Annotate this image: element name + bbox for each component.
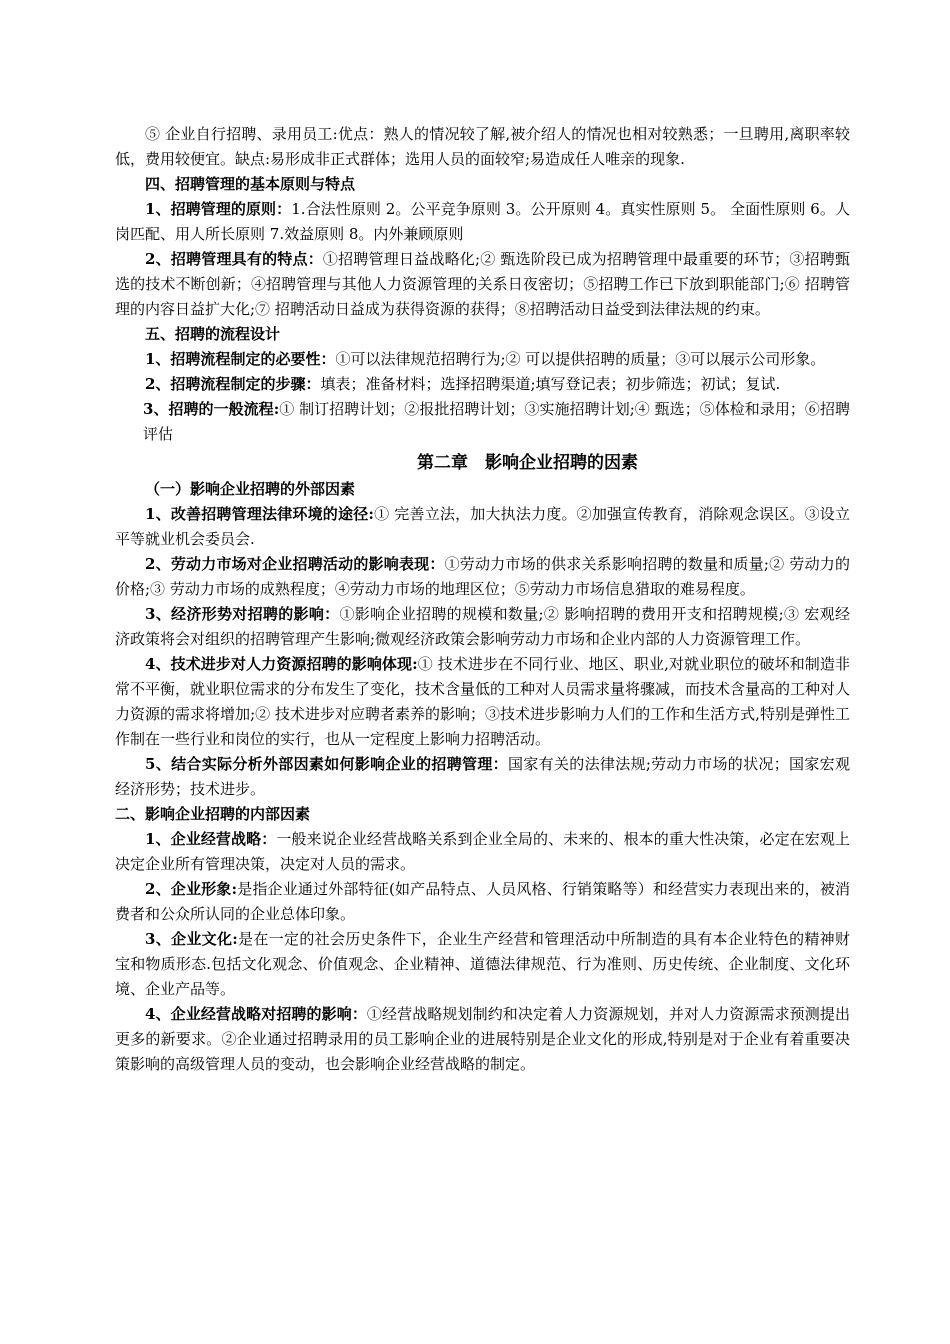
paragraph-lead: 1、招聘管理的原则： [145,200,292,218]
paragraph-lead: 4、技术进步对人力资源招聘的影响体现: [145,655,418,673]
section-title-internal: 二、影响企业招聘的内部因素 [115,805,311,823]
paragraph-text: ①可以法律规范招聘行为;② 可以提供招聘的质量；③可以展示公司形象。 [335,350,826,368]
paragraph-technology [115,652,850,752]
paragraph-text: ①影响企业招聘的规模和数量;② 影响招聘的费用开支和招聘规模;③ 宏观经济政策将会对组织的招聘管理产生影响;微观经济政策会影响劳动力市场和企业内部的人力资源管理工作。 [115,605,850,648]
paragraph-lead: 1、改善招聘管理法律环境的途径: [145,505,374,523]
paragraph-lead: 2、招聘管理具有的特点： [145,250,323,268]
paragraph-culture [115,927,850,1002]
paragraph-text: ⑤ 企业自行招聘、录用员工:优点：熟人的情况较了解,被介绍人的情况也相对较熟悉；一旦聘用,离职率较低，费用较便宜。缺点:易形成非正式群体；选用人员的面较窄;易造成任人唯亲的现象. [115,125,850,168]
section-heading-4 [115,172,850,197]
paragraph-lead: 5、结合实际分析外部因素如何影响企业的招聘管理： [145,755,508,773]
section-heading-5 [115,322,850,347]
paragraph-lead: 2、招聘流程制定的步骤： [145,375,321,393]
paragraph-lead: 4、企业经营战略对招聘的影响： [145,1005,367,1023]
paragraph-text: ①招聘管理日益战略化;② 甄选阶段已成为招聘管理中最重要的环节；③招聘甄选的技术不断创新；④招聘管理与其他人力资源管理的关系日夜密切；⑤招聘工作已下放到职能部门;⑥ 招聘管理的内容日益扩大化;⑦ 招聘活动日益成为获得资源的获得；⑧招聘活动日益受到法律法规的约束。 [115,250,850,318]
paragraph-lead: 2、企业形象: [145,880,238,898]
paragraph-lead: 3、企业文化: [145,930,238,948]
paragraph-principles [115,197,850,247]
paragraph-text: ① 制订招聘计划；②报批招聘计划；③实施招聘计划;④ 甄选；⑤体检和录用；⑥招聘评估 [143,400,850,443]
paragraph-economy [115,602,850,652]
heading-text: 四、招聘管理的基本原则与特点 [145,175,356,193]
paragraph-lead: 1、招聘流程制定的必要性： [145,350,336,368]
paragraph-text: 是在一定的社会历史条件下，企业生产经营和管理活动中所制造的具有本企业特色的精神财宝和物质形态.包括文化观念、价值观念、企业精神、道德法律规范、行为准则、历史传统、企业制度、文化环境、企业产品等。 [115,930,850,998]
paragraph-text: 填表；准备材料；选择招聘渠道;填写登记表；初步筛选；初试；复试. [320,375,781,393]
paragraph-lead: 1、企业经营战略： [145,830,277,848]
paragraph-text: ①劳动力市场的供求关系影响招聘的数量和质量;② 劳动力的价格;③ 劳动力市场的成熟程度；④劳动力市场的地理区位；⑤劳动力市场信息猎取的难易程度。 [115,555,850,598]
paragraph-strategy [115,827,850,877]
paragraph-legal-environment [115,502,850,552]
heading-text: 五、招聘的流程设计 [145,325,281,343]
paragraph-steps [115,372,850,397]
paragraph-lead: 2、劳动力市场对企业招聘活动的影响表现： [145,555,445,573]
paragraph-text: 是指企业通过外部特征(如产品特点、人员风格、行销策略等）和经营实力表现出来的，被消费者和公众所认同的企业总体印象。 [115,880,851,923]
paragraph-labor-market [115,552,850,602]
section-title-external: （一）影响企业招聘的外部因素 [145,480,356,498]
paragraph-features [115,247,850,322]
paragraph-text: ① 完善立法，加大执法力度。②加强宣传教育，消除观念误区。③设立平等就业机会委员会. [115,505,850,548]
paragraph-lead: 3、经济形势对招聘的影响： [145,605,340,623]
paragraph-text: ① 技术进步在不同行业、地区、职业,对就业职位的破坏和制造非常不平衡，就业职位需求的分布发生了变化，技术含量低的工种对人员需求量将骤减，而技术含量高的工种对人力资源的需求将增加;② 技术进步对应聘者素养的影响；③技术进步影响力人们的工作和生活方式,特别是弹性工作制在一些行业和岗位的实行，也从一定程度上影响力招聘活动。 [115,655,851,748]
document-page [115,122,850,1077]
paragraph-text: 国家有关的法律法规;劳动力市场的状况；国家宏观经济形势；技术进步。 [115,755,850,798]
paragraph-text: 1.合法性原则 2。公平竞争原则 3。公开原则 4。真实性原则 5。 全面性原则 6。人岗匹配、用人所长原则 7.效益原则 8。内外兼顾原则 [115,200,850,243]
paragraph-self-recruitment [115,122,850,172]
paragraph-text: 一般来说企业经营战略关系到企业全局的、未来的、根本的重大性决策，必定在宏观上决定企业所有管理决策，决定对人员的需求。 [115,830,850,873]
paragraph-general-process [115,397,850,447]
paragraph-external-analysis [115,752,850,802]
paragraph-strategy-impact [115,1002,850,1077]
paragraph-necessity [115,347,850,372]
paragraph-lead: 3、招聘的一般流程: [143,400,280,418]
chapter-title: 第二章 影响企业招聘的因素 [417,453,638,473]
paragraph-text: ①经营战略规划制约和决定着人力资源规划，并对人力资源需求预测提出更多的新要求。②企业通过招聘录用的员工影响企业的进展特别是企业文化的形成,特别是对于企业有着重要决策影响的高级管理人员的变动，也会影响企业经营战略的制定。 [115,1005,850,1073]
paragraph-image [115,877,850,927]
